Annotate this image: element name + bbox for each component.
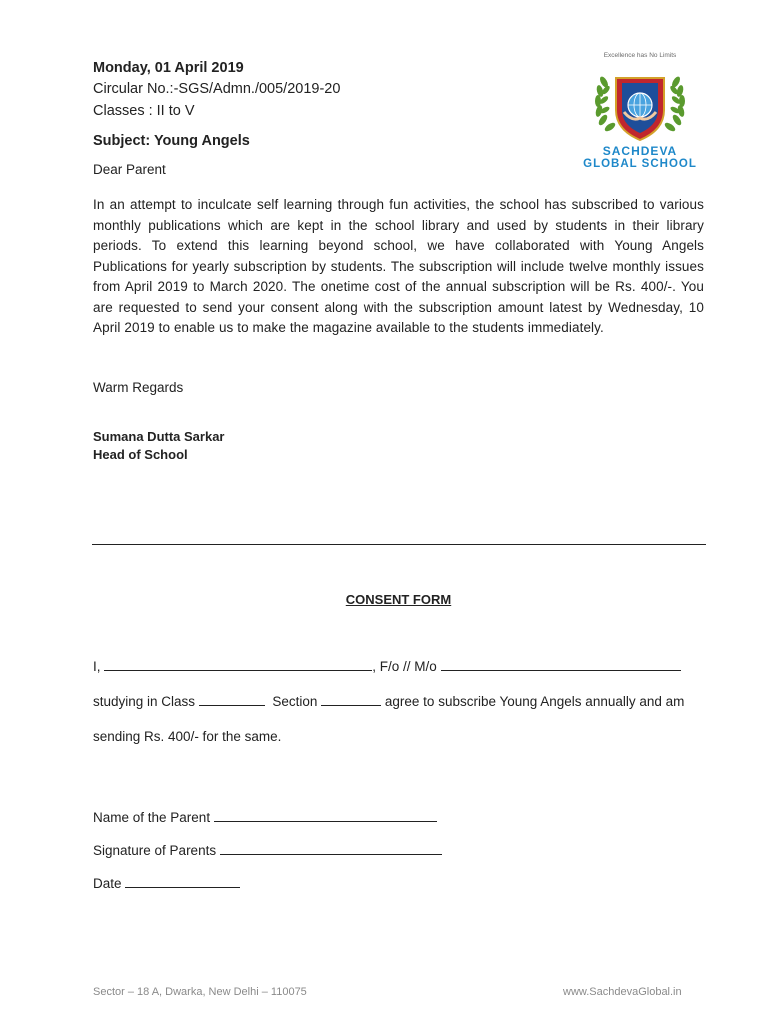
date-label: Date — [93, 876, 122, 891]
parent-name-blank[interactable] — [441, 658, 681, 671]
logo-tagline: Excellence has No Limits — [603, 52, 677, 59]
agree-text: agree to subscribe Young Angels annually and am — [384, 694, 685, 709]
consent-line-1 — [93, 658, 681, 674]
school-logo — [570, 52, 710, 174]
circular-number: Circular No.:-SGS/Admn./005/2019-20 — [93, 81, 341, 97]
date-row — [93, 875, 240, 891]
parent-name-row — [93, 809, 437, 825]
parent-name-field[interactable] — [214, 809, 437, 822]
footer-address: Sector – 18 A, Dwarka, New Delhi – 110075 — [93, 986, 307, 998]
consent-form-title: CONSENT FORM — [345, 592, 452, 607]
letter-body: In an attempt to inculcate self learning through fun activities, the school has subscribed to various monthly publications which are kept in the school library and used by students in their library periods. To extend this learning beyond school, we have collaborated with Young Angels Publications for yearly subscription by students. The subscription will include twelve monthly issues from April 2019 to March 2020. The onetime cost of the annual subscription will be Rs. 400/-. You are requested to send your consent along with the subscription amount latest by Wednesday, 10 April 2019 to enable us to make the magazine available to the students immediately. — [93, 197, 704, 335]
signature-label: Signature of Parents — [93, 843, 217, 858]
section-blank[interactable] — [321, 693, 381, 706]
signature-row — [93, 842, 442, 858]
letter-date: Monday, 01 April 2019 — [93, 60, 244, 76]
student-name-blank[interactable] — [104, 658, 372, 671]
class-label: studying in Class — [93, 694, 196, 709]
footer-website[interactable]: www.SachdevaGlobal.in — [563, 986, 682, 998]
signer-name: Sumana Dutta Sarkar — [93, 429, 225, 444]
consent-line-2 — [93, 693, 684, 709]
signature-field[interactable] — [220, 842, 442, 855]
closing: Warm Regards — [93, 380, 184, 395]
subject-line: Subject: Young Angels — [93, 133, 250, 149]
greeting: Dear Parent — [93, 162, 166, 177]
logo-name-line1: SACHDEVA — [602, 144, 678, 158]
section-label: Section — [272, 694, 318, 709]
classes-line: Classes : II to V — [93, 103, 195, 119]
logo-emblem-icon — [570, 60, 710, 152]
cut-line-divider — [92, 544, 706, 545]
parent-name-label: Name of the Parent — [93, 810, 211, 825]
father-mother-label: , F/o // M/o — [372, 659, 437, 674]
signer-title: Head of School — [93, 447, 188, 462]
logo-name-line2: GLOBAL SCHOOL — [583, 158, 697, 170]
date-field[interactable] — [125, 875, 240, 888]
class-blank[interactable] — [199, 693, 265, 706]
consent-i-label: I, — [93, 659, 101, 674]
consent-line-3: sending Rs. 400/- for the same. — [93, 729, 282, 744]
